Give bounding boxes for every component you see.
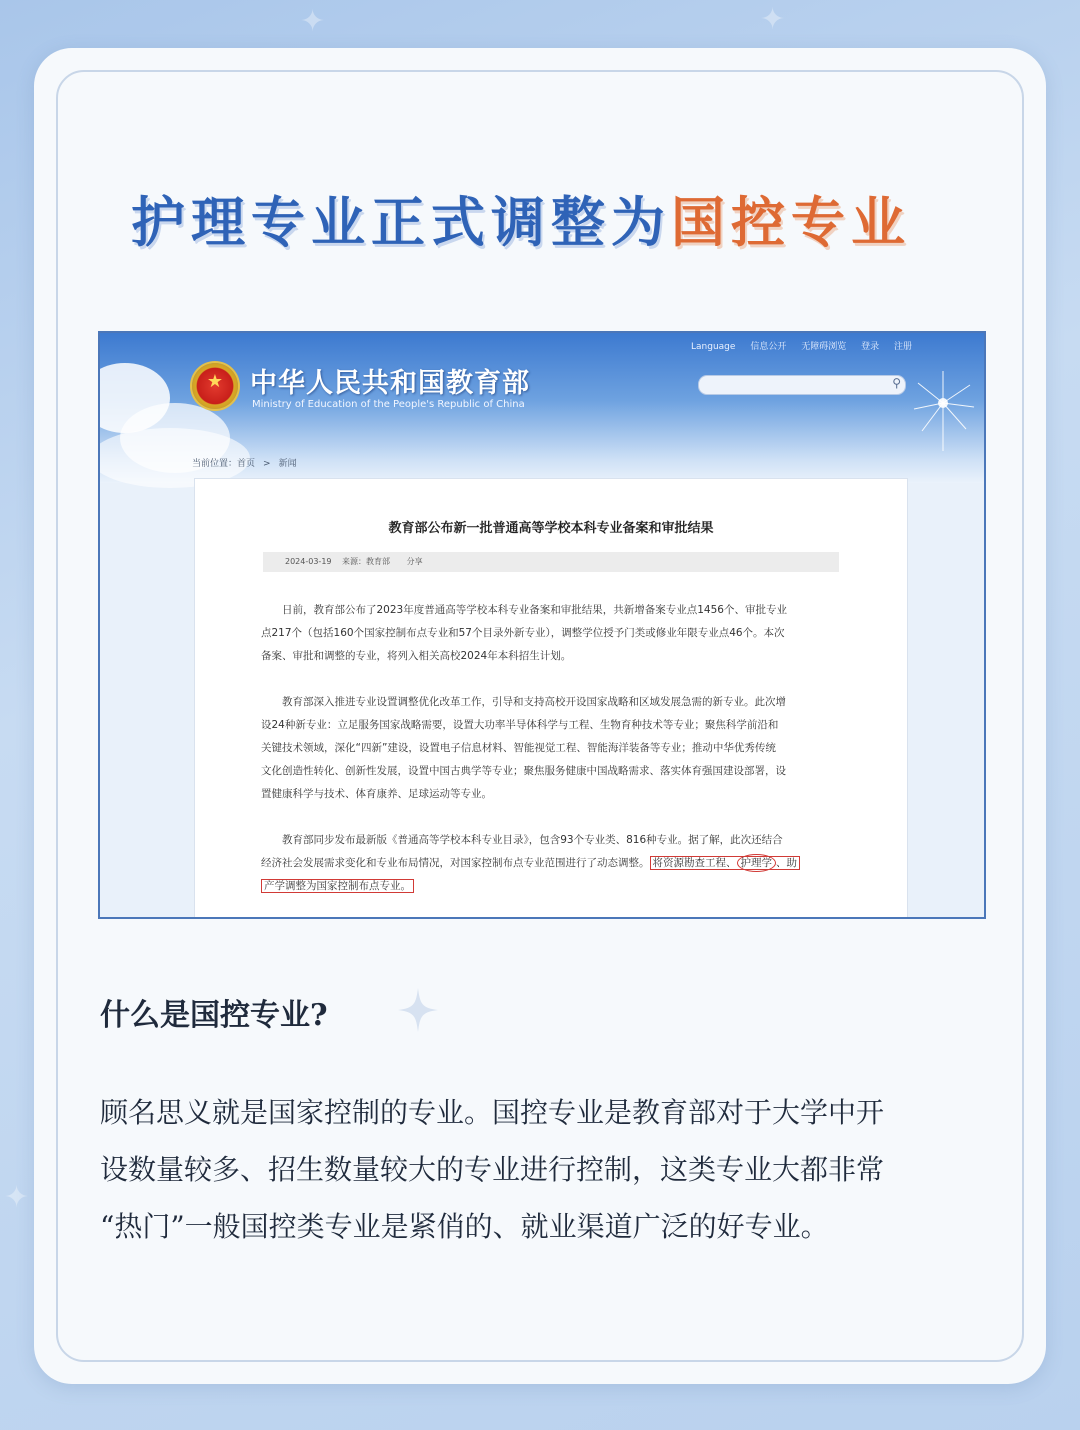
section-title: 什么是国控专业?	[100, 998, 328, 1033]
national-emblem-icon: ★	[192, 363, 238, 409]
site-title: 中华人民共和国教育部	[250, 368, 530, 399]
highlighted-text	[650, 856, 801, 870]
site-subtitle: Ministry of Education of the People's Republic of China	[252, 399, 525, 410]
moe-website-screenshot	[98, 331, 986, 919]
article-date: 2024-03-19	[285, 557, 332, 566]
article-share[interactable]: 分享	[406, 557, 423, 566]
breadcrumb	[192, 456, 305, 469]
article-paragraph-1	[261, 599, 845, 668]
search-icon[interactable]: ⚲	[892, 376, 901, 390]
site-top-links	[679, 339, 912, 352]
sparkle-icon	[398, 988, 438, 1032]
background-sparkle: ✦	[4, 1180, 30, 1215]
article-source: 来源：教育部	[342, 557, 391, 566]
description-line: “热门”一般国控类专业是紧俏的、就业渠道广泛的好专业。	[100, 1210, 829, 1243]
site-header	[100, 333, 984, 483]
dandelion-decoration	[908, 363, 978, 453]
paragraph-line: 日前，教育部公布了2023年度普通高等学校本科专业备案和审批结果，共新增备案专业点1456个、审批专业	[282, 604, 787, 616]
page-headline	[66, 180, 976, 257]
breadcrumb-news[interactable]: 新闻	[278, 459, 297, 469]
paragraph-line: 点217个（包括160个国家控制布点专业和57个目录外新专业），调整学位授予门类或修业年限专业点46个。本次	[261, 627, 785, 639]
top-link-info[interactable]: 信息公开	[750, 342, 787, 352]
top-link-accessibility[interactable]: 无障碍浏览	[801, 342, 847, 352]
background-sparkle: ✦	[300, 4, 326, 39]
news-article	[194, 478, 908, 919]
breadcrumb-home[interactable]: 当前位置：首页	[192, 459, 256, 469]
article-meta-bar	[263, 552, 839, 572]
description-line: 顾名思义就是国家控制的专业。国控专业是教育部对于大学中开	[100, 1096, 885, 1129]
highlight-part: 、助	[776, 857, 797, 869]
breadcrumb-separator: >	[263, 459, 271, 469]
paragraph-line: 文化创造性转化、创新性发展，设置中国古典学等专业；聚焦服务健康中国战略需求、落实体育强国建设部署，设	[261, 765, 786, 777]
paragraph-line	[261, 875, 845, 898]
paragraph-line: 设24种新专业：立足服务国家战略需要，设置大功率半导体科学与工程、生物育种技术等专业；聚焦科学前沿和	[261, 719, 779, 731]
article-paragraph-2	[261, 691, 845, 806]
top-link-language[interactable]: Language	[691, 342, 736, 352]
article-title: 教育部公布新一批普通高等学校本科专业备案和审批结果	[388, 521, 714, 536]
article-paragraph-3	[261, 829, 845, 898]
paragraph-line: 教育部深入推进专业设置调整优化改革工作，引导和支持高校开设国家战略和区域发展急需的新专业。此次增	[282, 696, 786, 708]
headline-orange-part: 国控专业	[671, 191, 911, 254]
background-sparkle: ✦	[760, 2, 786, 37]
paragraph-text: 经济社会发展需求变化和专业布局情况，对国家控制布点专业范围进行了动态调整。	[261, 857, 650, 869]
highlight-part: 将资源勘查工程、	[652, 857, 737, 869]
paragraph-line: 备案、审批和调整的专业，将列入相关高校2024年本科招生计划。	[261, 650, 572, 662]
top-link-login[interactable]: 登录	[861, 342, 880, 352]
description-line: 设数量较多、招生数量较大的专业进行控制，这类专业大都非常	[100, 1153, 885, 1186]
top-link-register[interactable]: 注册	[893, 342, 912, 352]
paragraph-line	[261, 852, 845, 875]
highlighted-text: 产学调整为国家控制布点专业。	[261, 879, 414, 893]
site-search-input[interactable]	[698, 375, 906, 395]
circled-nursing-text: 护理学	[737, 854, 777, 872]
paragraph-line: 置健康科学与技术、体育康养、足球运动等专业。	[261, 788, 492, 800]
headline-blue-part: 护理专业正式调整为	[131, 191, 671, 254]
paragraph-line: 关键技术领域，深化“四新”建设，设置电子信息材料、智能视觉工程、智能海洋装备等专业；推动中华优秀传统	[261, 742, 776, 754]
description-text	[100, 1084, 990, 1255]
paragraph-line: 教育部同步发布最新版《普通高等学校本科专业目录》，包含93个专业类、816种专业。据了解，此次还结合	[282, 834, 783, 846]
